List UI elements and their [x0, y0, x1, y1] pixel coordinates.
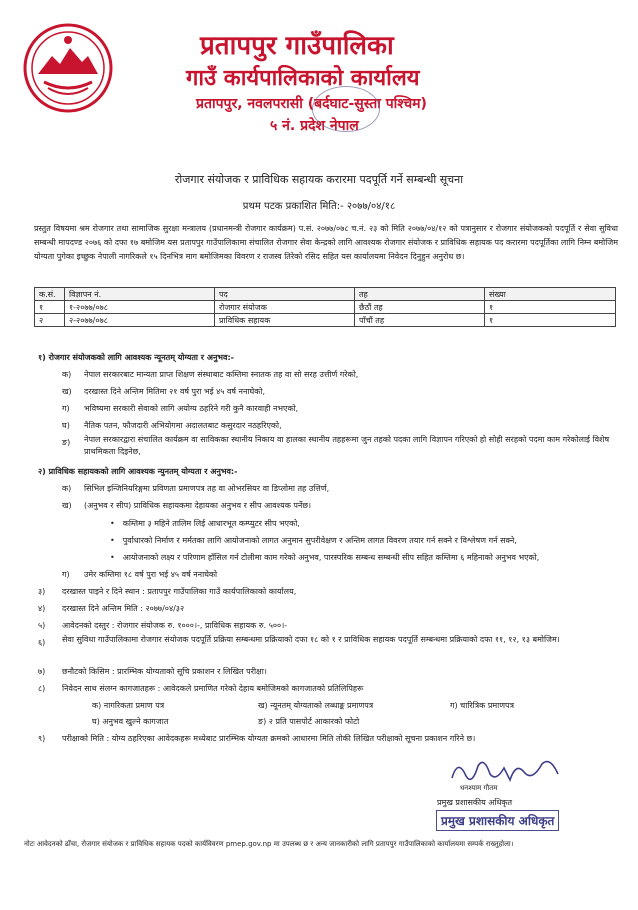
list-item: क) सिभिल इन्जिनियरिङ्गमा प्रविणता प्रमाणपत्र तह वा ओभरसियर वा डिप्लोमा तह उत्तिर्ण,: [62, 484, 330, 493]
document-item: ङ) २ प्रति पासपोर्ट आकारको फोटो: [258, 717, 360, 726]
organization-province: ५ नं. प्रदेश नेपाल: [270, 118, 359, 134]
table-cell: २: [35, 314, 65, 327]
section-3: ३) दरखास्त पाइने र दिने स्थान : प्रतापपुर गाउँपालिका गाउँ कार्यपालिकाको कार्यालय,: [38, 587, 297, 596]
table-cell: १-२०७७/०७८: [65, 301, 215, 314]
table-cell: प्राविधिक सहायक: [215, 314, 355, 327]
table-cell: १: [35, 301, 65, 314]
section-title: प्राविधिक सहायकको लागि आवश्यक न्युनतम् योग्यता र अनुभव:-: [48, 467, 238, 476]
official-stamp: प्रमुख प्रशासकीय अधिकृत: [436, 810, 559, 831]
notice-title: रोजगार संयोजक र प्राविधिक सहायक करारमा पदपूर्ति गर्ने सम्बन्धी सूचना: [174, 173, 464, 186]
list-item: ख) दरखास्त दिने अन्तिम मितिमा २१ वर्ष पुरा भई ४५ वर्ष ननाघेको,: [62, 387, 265, 396]
section-8: ८) निवेदन साथ संलग्न कागजातहरू : आवेदकले प्रमाणित गरेको देहाय बमोजिमको कागजातको प्रतिलिपिहरू: [38, 684, 364, 693]
list-item-marker: ङ): [62, 438, 71, 447]
organization-address: प्रतापपुर, नवलपरासी (बर्दघाट-सुस्ता पश्चिम): [196, 96, 427, 112]
bullet-item: • कम्तिमा ३ महिने तालिम लिई आधारभूत कम्प्युटर सीप भएको,: [110, 518, 300, 529]
office-seal-icon: [312, 86, 380, 132]
table-cell: रोजगार संयोजक: [215, 301, 355, 314]
table-header-cell: क.सं.: [35, 288, 65, 301]
section-2-heading: [38, 466, 237, 477]
section-9: ९) परीक्षाको मिति : योग्य ठहरिएका आवेदकहरू मध्येबाट प्रारम्भिक योग्यता क्रमको आधारमा मिति तोकी लिखित परीक्षाको सूचना प्रकाशन गरिने छ।: [38, 734, 476, 743]
table-header-cell: तह: [355, 288, 485, 301]
list-item: क) नेपाल सरकारबाट मान्यता प्राप्त शिक्षण संस्थाबाट कम्तिमा स्नातक तह वा सो सरह उत्तीर्ण गरेको,: [62, 370, 359, 379]
table-row: [35, 314, 616, 327]
section-number: २): [38, 467, 46, 476]
list-item: ख) (अनुभव र सीप) प्राविधिक सहायकमा देहायका अनुभव र सीप आवश्यक पर्नेछ।: [62, 501, 312, 510]
section-6-number: ६): [38, 638, 46, 647]
bullet-item: • आयोजनाको लक्ष्य र परिणाम हाँसिल गर्न टोलीमा काम गरेको अनुभव, पारस्परिक सम्बन्ध सम्बन्धी सीप सहित कम्तिमा ६ महिनाको अनुभव भएको,: [110, 552, 539, 563]
letterhead: [0, 0, 638, 145]
list-item: ग) उमेर कम्तिमा १८ वर्ष पुरा भई ४५ वर्ष ननाघेको: [62, 570, 218, 579]
document-item: ख) न्यूनतम् योग्यताको लब्धाङ्क प्रमाणपत्र: [258, 701, 374, 710]
signer-name: धनश्याम गौतम: [460, 784, 498, 792]
table-cell: १: [485, 301, 616, 314]
section-1-heading: [38, 352, 234, 363]
table-cell: २-२०७७/०७८: [65, 314, 215, 327]
section-7: ७) छनौटको किसिम : प्रारम्भिक योग्यताको सूचि प्रकाशन र लिखित परीक्षा।: [38, 667, 267, 676]
table-header-row: [35, 288, 616, 301]
table-cell: पाँचौं तह: [355, 314, 485, 327]
document-item: ग) चारित्रिक प्रमाणपत्र: [450, 701, 514, 710]
publish-date: प्रथम पटक प्रकाशित मिति:- २०७७/०४/१८: [242, 201, 396, 212]
vacancy-table: [34, 287, 616, 327]
section-4: ४) दरखास्त दिने अन्तिम मिति : २०७७/०४/३२: [38, 604, 185, 613]
document-item: घ) अनुभव खुल्ने कागजात: [92, 717, 169, 726]
section-5: ५) आवेदनको दस्तुर : रोजगार संयोजक रु. १०००।-, प्राविधिक सहायक रु. ५००।-: [38, 621, 288, 630]
intro-paragraph: प्रस्तुत विषयमा श्रम रोजगार तथा सामाजिक सुरक्षा मन्त्रालय (प्रधानमन्त्री रोजगार कार्यक्रम) प.सं. २०७७/०७८ च.नं. २३ को मिति २०७७/०४/१२ को पत्रानुसार र रोजगार संयोजकको पदपूर्ति र सेवा सुविधा सम्बन्धी मापदण्ड २०७६ को दफा १७ बमोजिम यस प्रतापपुर गाउँपालिकामा संचालित रोजगार सेवा केन्द्रको लागि आवश्यक रोजगार संयोजक र प्राविधिक सहायक पद करारमा पदपूर्तिका लागि निम्न बमोजिम योग्यता पुगेका इच्छुक नेपाली नागरिकले १५ दिनभित्र माग बमोजिमका विवरण र राजस्व तिरेको रसिद सहित यस कार्यालयमा निवेदन दिनुहुन अनुरोध छ।: [34, 224, 618, 261]
table-header-cell: पद: [215, 288, 355, 301]
list-item: नेपाल सरकारद्वारा संचालित कार्यक्रम वा साविकका स्थानीय निकाय वा हालका स्थानीय तहहरूमा जुन तहको पदका लागि विज्ञापन गरिएको हो सोही सरहको पदमा काम गरेकोलाई विशेष प्राथमिकता दिइनेछ,: [84, 435, 610, 456]
document-item: क) नागरिकता प्रमाण पत्र: [92, 701, 165, 710]
table-row: [35, 301, 616, 314]
table-cell: छैठौं तह: [355, 301, 485, 314]
signer-title: प्रमुख प्रशासकीय अधिकृत: [437, 798, 513, 807]
office-name: गाउँ कार्यपालिकाको कार्यालय: [186, 66, 420, 91]
government-emblem-icon: [22, 22, 114, 114]
section-number: १): [38, 353, 46, 362]
section-6: सेवा सुविधा गाउँपालिकामा रोजगार संयोजक पदपूर्ति प्रक्रिया सम्बन्धमा प्रक्रियाको दफा १८ को १ र प्राविधिक सहायक पदपूर्ति सम्बन्धमा प्रक्रियाको दफा ११, १२, १३ बमोजिम।: [62, 635, 560, 644]
footnote: नोटः आवेदनको ढाँचा, रोजगार संयोजक र प्राविधिक सहायक पदको कार्यविवरण pmep.gov.np मा उपलब्ध छ र अन्य जानकारीको लागि प्रतापपुर गाउँपालिकाको कार्यालयमा सम्पर्क राख्नुहोला।: [24, 840, 514, 848]
bullet-item: • पुर्वाधारको निर्माण र मर्मतका लागि आयोजनाको लागत अनुमान सुपरीवेक्षण र अन्तिम लागत विवरण तयार गर्न सक्ने र विश्लेषण गर्न सक्ने,: [110, 535, 517, 546]
table-cell: १: [485, 314, 616, 327]
table-header-cell: संख्या: [485, 288, 616, 301]
section-title: रोजगार संयोजकको लागि आवश्यक न्यूनतम् योग्यता र अनुभव:-: [48, 353, 234, 362]
list-item: घ) नैतिक पतन, फौजदारी अभियोगमा अदालतबाट कसुरदार नठहरिएको,: [62, 421, 282, 430]
table-header-cell: विज्ञापन नं.: [65, 288, 215, 301]
list-item: ग) भविष्यमा सरकारी सेवाको लागि अयोग्य ठहरिने गरी कुनै कारवाही नभएको,: [62, 404, 299, 413]
organization-name: प्रतापपुर गाउँपालिका: [200, 31, 394, 61]
